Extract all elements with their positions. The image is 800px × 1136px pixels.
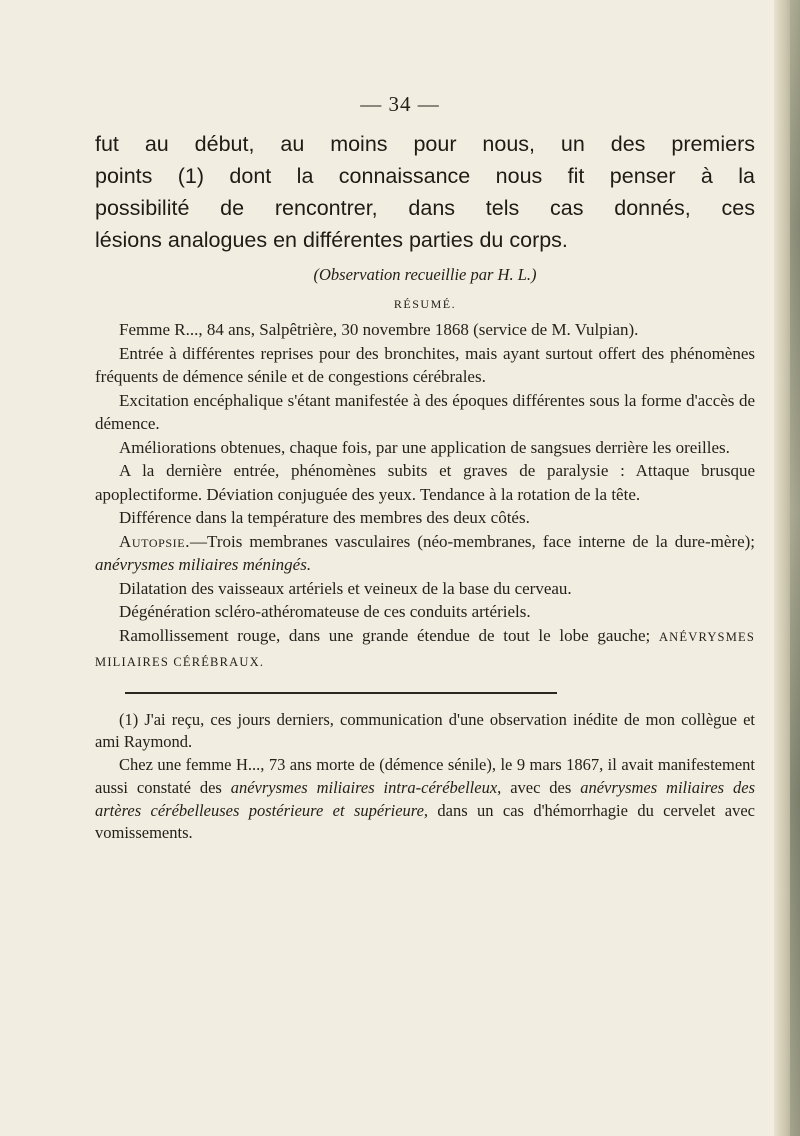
case-paragraph: Excitation encéphalique s'étant manifestée à des époques différentes sous la forme d'accès de démence.: [95, 390, 755, 433]
case-paragraph: A la dernière entrée, phénomènes subits et graves de paralysie : Attaque brusque apoplectiforme. Déviation conjuguée des yeux. Tendance à la rotation de la tête.: [95, 461, 755, 504]
footnote-italic: anévrysmes miliaires intra-cérébelleux: [230, 777, 498, 797]
case-paragraph: Différence dans la température des membres des deux côtés.: [119, 508, 530, 527]
case-paragraph: Améliorations obtenues, chaque fois, par une application de sangsues derrière les oreilles.: [119, 437, 730, 457]
autopsy-text: —Trois membranes vasculaires (néo-membranes, face interne de la dure-mère);: [190, 531, 755, 551]
footnote-rule: [125, 692, 557, 694]
case-paragraph: Entrée à différentes reprises pour des bronchites, mais ayant surtout offert des phénomènes fréquents de démence sénile et de congestions cérébrales.: [95, 343, 755, 386]
footnote-italic: anévrysmes miliaires des artères cérébelleuses postérieure et supérieure: [95, 777, 755, 820]
lead-line: fut au début, au moins pour nous, un des premiers: [95, 132, 755, 156]
case-paragraph: Femme R..., 84 ans, Salpêtrière, 30 novembre 1868 (service de M. Vulpian).: [119, 320, 639, 339]
case-paragraph: Dégénération scléro-athéromateuse de ces conduits artériels.: [119, 602, 531, 621]
footnote-text: , dans un cas d'hémorrhagie du cervelet avec vomissements.: [95, 800, 755, 843]
autopsy-italic: anévrysmes miliaires méningés.: [95, 555, 312, 574]
footnote-text: Chez une femme H..., 73 ans morte de (démence sénile), le 9 mars 1867, il avait manifestement aussi constaté des: [95, 755, 755, 797]
resume-heading: RÉSUMÉ.: [393, 297, 457, 311]
ramollissement-paragraph: [95, 624, 755, 675]
autopsy-paragraph: [95, 530, 755, 577]
footnote-paragraph: (1) J'ai reçu, ces jours derniers, communication d'une observation inédite de mon collègue et ami Raymond.: [95, 709, 755, 752]
lead-line: points (1) dont la connaissance nous fit penser à la: [95, 164, 755, 188]
lead-line: lésions analogues en différentes parties du corps.: [95, 228, 568, 252]
page-body: [95, 128, 755, 845]
footnote-paragraph: [95, 754, 755, 845]
autopsy-label: Autopsie.: [119, 531, 191, 551]
case-paragraph: Dilatation des vaisseaux artériels et veineux de la base du cerveau.: [119, 578, 572, 598]
ramollissement-text: Ramollissement rouge, dans une grande étendue de tout le lobe gauche;: [119, 625, 651, 645]
footnote-text: , avec des: [497, 777, 572, 797]
observation-title: (Observation recueillie par H. L.): [313, 265, 537, 284]
lead-paragraph: [95, 128, 755, 256]
page-edge-shadow: [790, 0, 800, 1136]
lead-line: possibilité de rencontrer, dans tels cas donnés, ces: [95, 196, 755, 220]
page-number: — 34 —: [360, 92, 440, 116]
ramollissement-caps: ANÉVRYSMES MILIAIRES CÉRÉBRAUX.: [95, 629, 755, 669]
